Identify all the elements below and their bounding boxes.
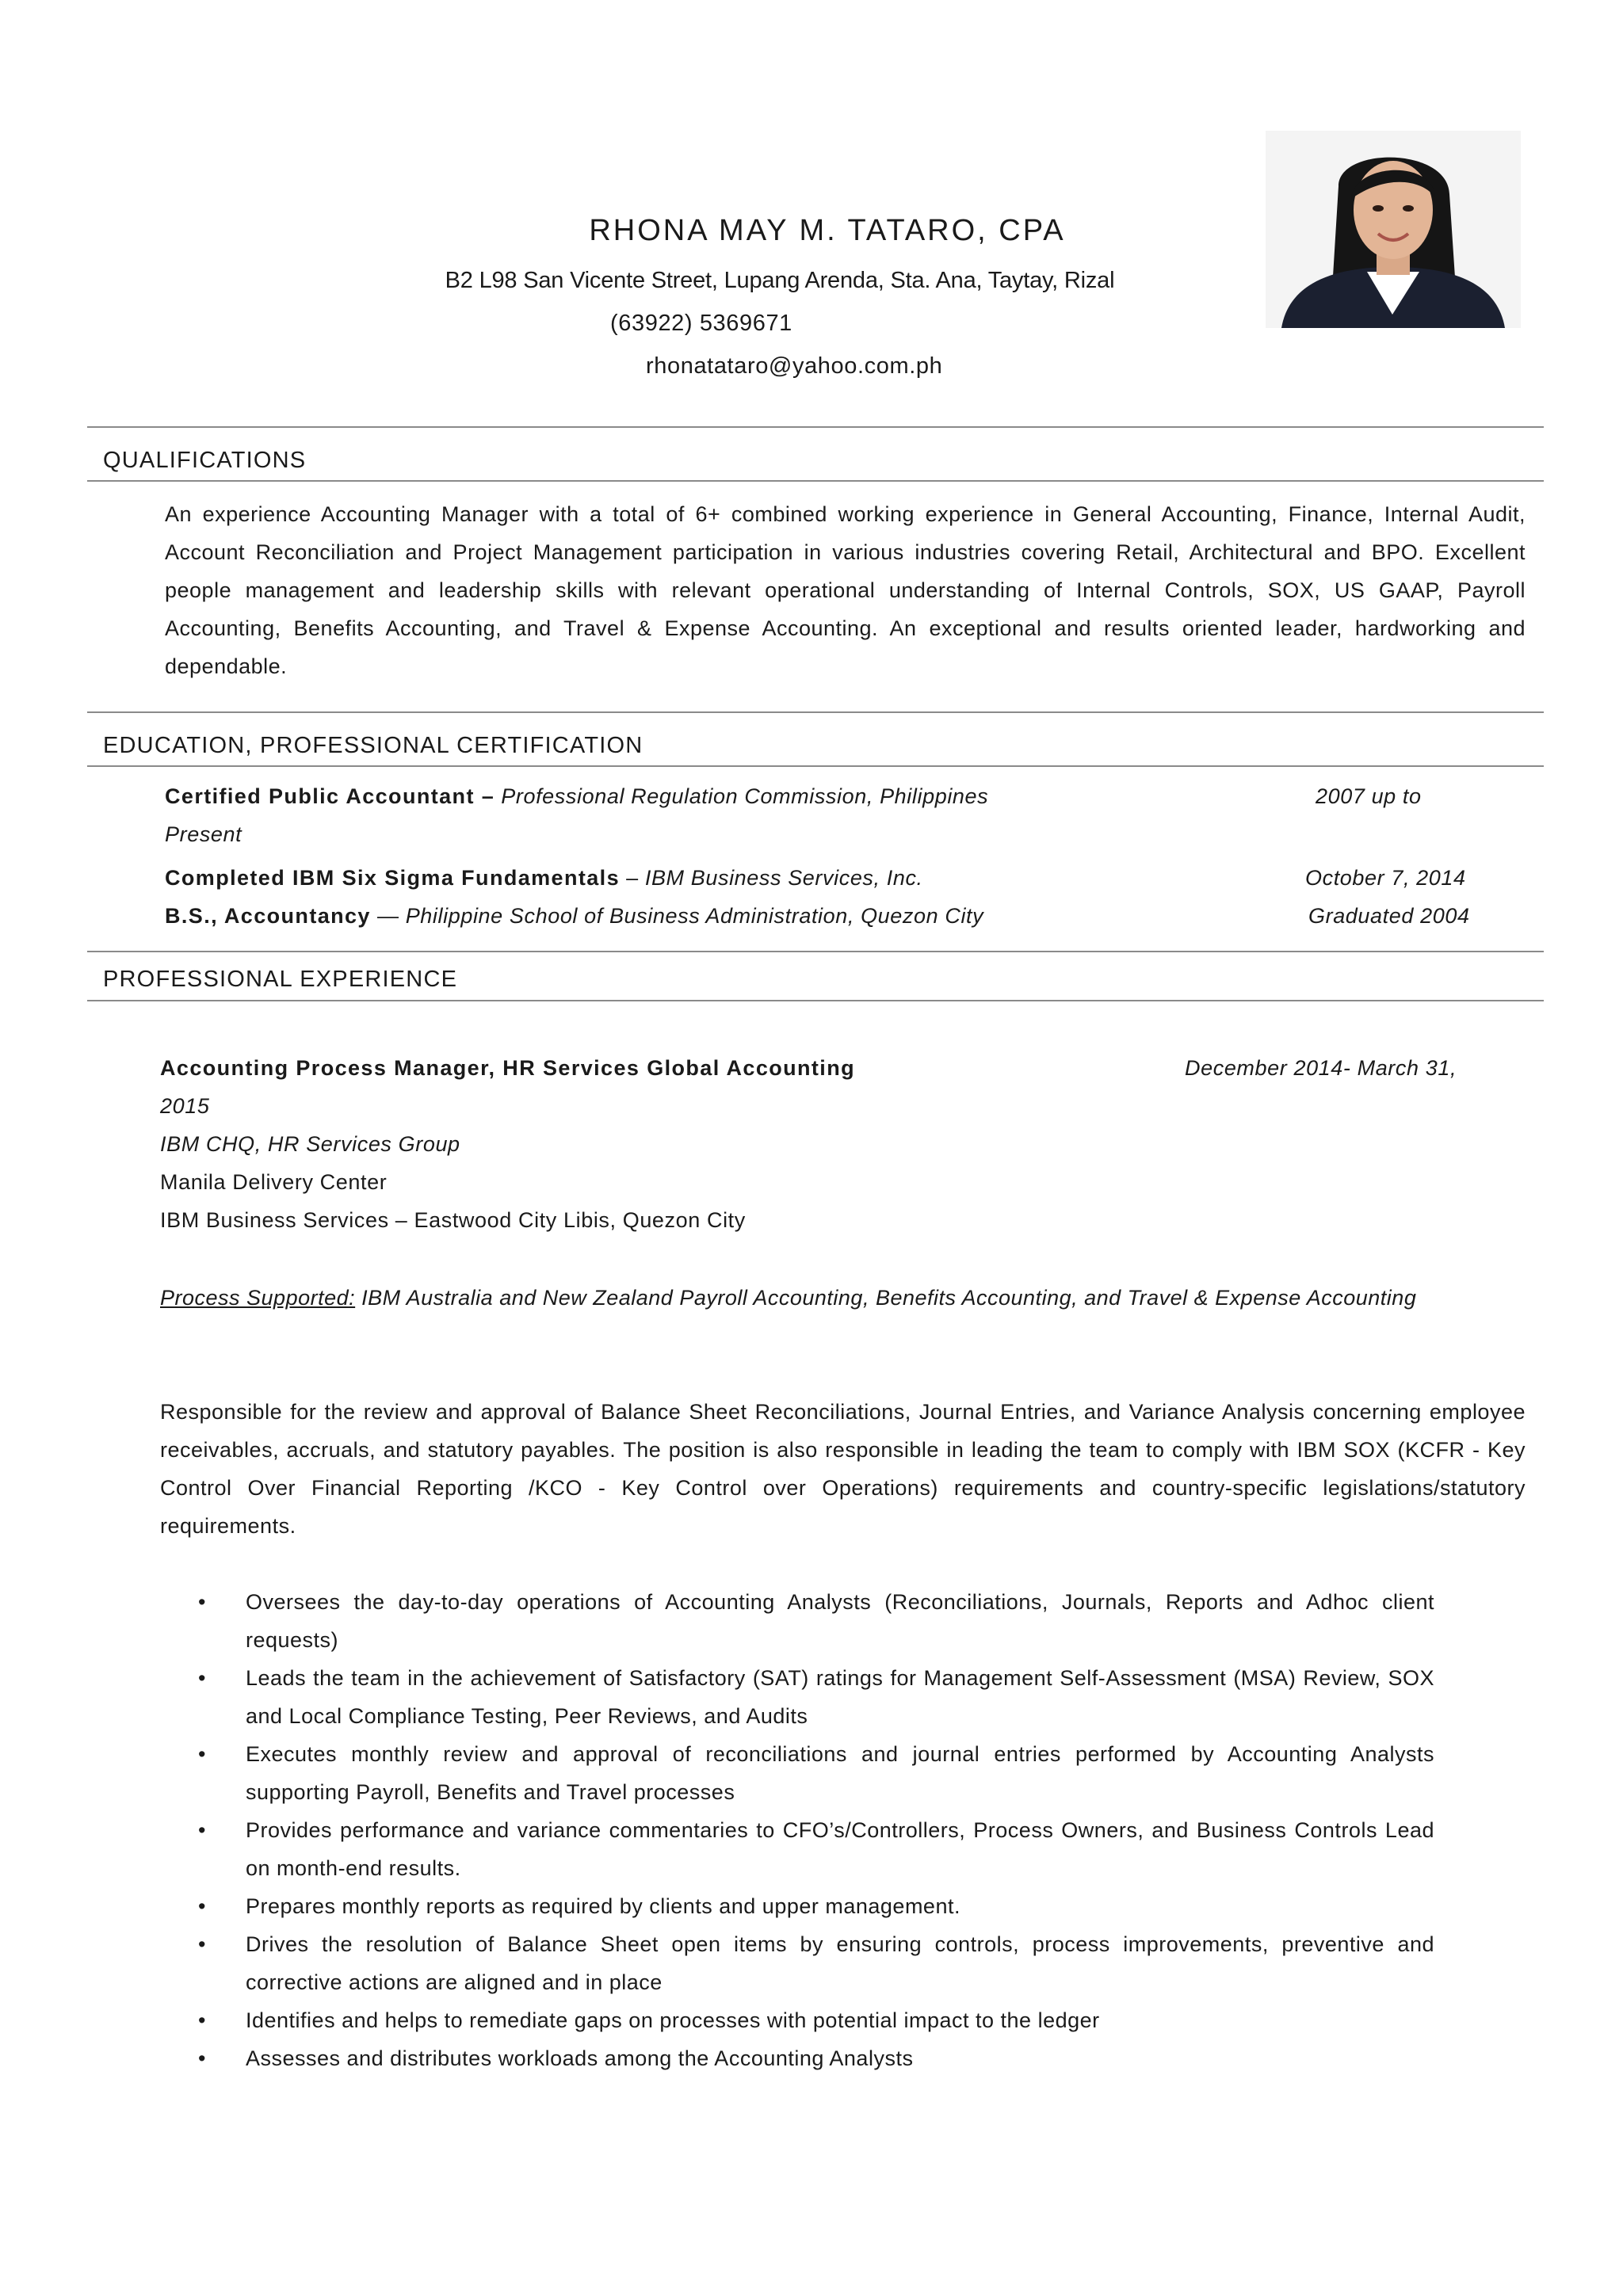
list-item-text: Oversees the day-to-day operations of Accounting Analysts (Reconciliations, Journals, Reports and Adhoc client requests): [246, 1590, 1434, 1652]
education-org: Philippine School of Business Administration, Quezon City: [405, 904, 984, 928]
process-supported: [160, 1279, 1428, 1317]
education-title: Certified Public Accountant –: [165, 784, 495, 808]
divider: [87, 426, 1544, 428]
profile-photo: [1266, 131, 1521, 328]
list-item: [198, 1925, 1434, 2001]
list-item-text: Drives the resolution of Balance Sheet open items by ensuring controls, process improvements, preventive and corrective actions are aligned and in place: [246, 1932, 1434, 1994]
list-item-text: Identifies and helps to remediate gaps on processes with potential impact to the ledger: [246, 2008, 1100, 2032]
list-item-text: Executes monthly review and approval of reconciliations and journal entries performed by Accounting Analysts supporting Payroll, Benefits and Travel processes: [246, 1742, 1434, 1804]
candidate-phone: (63922) 5369671: [610, 311, 792, 336]
bullet-icon: •: [198, 1894, 206, 1918]
company-group: IBM CHQ, HR Services Group: [160, 1132, 460, 1156]
bullet-icon: •: [198, 1932, 206, 1956]
section-title-qualifications: QUALIFICATIONS: [103, 448, 307, 473]
job-summary: Responsible for the review and approval of Balance Sheet Reconciliations, Journal Entries, and Variance Analysis concerning employee receivables, accruals, and statutory payables. The position is also responsible in leading the team to comply with IBM SOX (KCFR - Key Control Over Financial Reporting /KCO - Key Control over Operations) requirements and country-specific legislations/statutory requirements.: [160, 1400, 1526, 1538]
qualifications-summary: An experience Accounting Manager with a total of 6+ combined working experience in General Accounting, Finance, Internal Audit, Account Reconciliation and Project Management participation in various industries covering Retail, Architectural and BPO. Excellent people management and leadership skills with relevant operational understanding of Internal Controls, SOX, US GAAP, Payroll Accounting, Benefits Accounting, and Travel & Expense Accounting. An exceptional and results oriented leader, hardworking and dependable.: [165, 502, 1526, 678]
candidate-name: RHONA MAY M. TATARO, CPA: [589, 214, 1066, 247]
list-item: [198, 2039, 1434, 2077]
bullet-icon: •: [198, 2046, 206, 2070]
education-title: Completed IBM Six Sigma Fundamentals: [165, 866, 620, 890]
process-text: IBM Australia and New Zealand Payroll Accounting, Benefits Accounting, and Travel & Expense Accounting: [355, 1286, 1417, 1310]
list-item-text: Provides performance and variance commentaries to CFO’s/Controllers, Process Owners, and Business Controls Lead on month-end results.: [246, 1818, 1434, 1880]
job-dates-continued: 2015: [160, 1094, 210, 1118]
candidate-address: B2 L98 San Vicente Street, Lupang Arenda, Sta. Ana, Taytay, Rizal: [445, 268, 1115, 293]
list-item: [198, 2001, 1434, 2039]
education-separator: —: [376, 904, 399, 928]
bullet-icon: •: [198, 2008, 206, 2032]
job-location: Manila Delivery Center: [160, 1170, 388, 1194]
process-label: Process Supported:: [160, 1286, 356, 1310]
education-date: October 7, 2014: [1305, 866, 1466, 890]
portrait-image: [1266, 131, 1521, 328]
divider: [87, 480, 1544, 482]
section-title-experience: PROFESSIONAL EXPERIENCE: [103, 967, 458, 992]
education-org: IBM Business Services, Inc.: [644, 866, 923, 890]
list-item-text: Prepares monthly reports as required by clients and upper management.: [246, 1894, 960, 1918]
section-title-education: EDUCATION, PROFESSIONAL CERTIFICATION: [103, 733, 643, 758]
divider: [87, 951, 1544, 952]
bullet-icon: •: [198, 1590, 206, 1614]
education-separator: –: [626, 866, 639, 890]
education-item: [165, 784, 988, 809]
company-name: IBM Business Services – Eastwood City Libis, Quezon City: [160, 1208, 746, 1232]
divider: [87, 1000, 1544, 1001]
divider: [87, 711, 1544, 713]
list-item: [198, 1887, 1434, 1925]
list-item: [198, 1659, 1434, 1735]
bullet-icon: •: [198, 1666, 206, 1690]
list-item-text: Assesses and distributes workloads among the Accounting Analysts: [246, 2046, 914, 2070]
education-date-continued: Present: [165, 822, 242, 846]
education-item: [165, 904, 983, 929]
education-org: Professional Regulation Commission, Philippines: [501, 784, 989, 808]
education-title: B.S., Accountancy: [165, 904, 371, 928]
responsibility-list: [198, 1583, 1434, 2077]
list-item: [198, 1811, 1434, 1887]
education-date: Graduated 2004: [1308, 904, 1470, 928]
list-item: [198, 1583, 1434, 1659]
divider: [87, 765, 1544, 767]
education-date: 2007 up to: [1316, 784, 1422, 808]
bullet-icon: •: [198, 1818, 206, 1842]
job-dates: December 2014- March 31,: [1185, 1056, 1457, 1080]
education-item: [165, 866, 923, 891]
bullet-icon: •: [198, 1742, 206, 1766]
job-title: Accounting Process Manager, HR Services Global Accounting: [160, 1056, 855, 1080]
candidate-email[interactable]: rhonatataro@yahoo.com.ph: [646, 353, 943, 379]
list-item-text: Leads the team in the achievement of Satisfactory (SAT) ratings for Management Self-Assessment (MSA) Review, SOX and Local Compliance Testing, Peer Reviews, and Audits: [246, 1666, 1434, 1728]
list-item: [198, 1735, 1434, 1811]
